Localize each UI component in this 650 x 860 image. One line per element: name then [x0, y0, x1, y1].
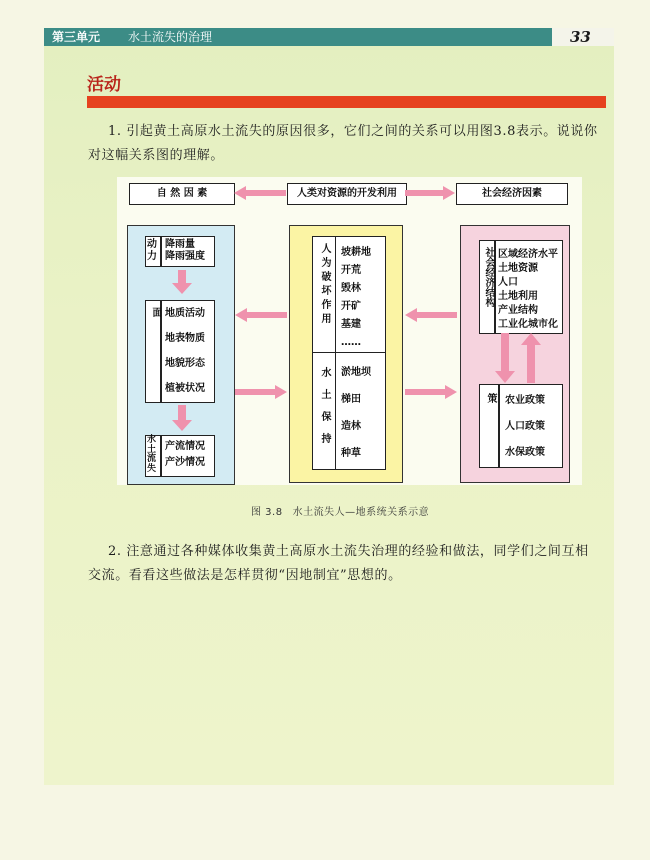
land-resources: 土地资源 [498, 263, 538, 274]
arrow-left-to-center-lower [235, 385, 287, 399]
arrow-center-to-right-lower [405, 385, 457, 399]
land-use: 土地利用 [498, 291, 538, 302]
human-damage-label: 人为破坏作用 [319, 243, 330, 327]
arrow-down-2 [172, 405, 192, 431]
geologic-activity: 地质活动 [165, 308, 205, 319]
urbanization: 工业化城市化 [498, 319, 558, 330]
grass-planting: 种草 [341, 448, 361, 459]
paragraph-1-line-1: 1. 引起黄土高原水土流失的原因很多，它们之间的关系可以用图3.8表示。说说你 [108, 124, 598, 139]
regional-economy: 区域经济水平 [498, 249, 558, 260]
section-title: 活动 [87, 75, 121, 95]
policy-label: 策 [485, 393, 496, 441]
socio-structure-label: 社会经济结构 [483, 247, 494, 307]
figure-caption-text: 水土流失人—地系统关系示意 [292, 507, 430, 518]
arrow-center-to-left-upper [235, 308, 287, 322]
agricultural-policy: 农业政策 [505, 395, 545, 406]
dynamic-label: 动力 [147, 239, 157, 262]
soil-erosion-label: 水土流失 [147, 435, 157, 474]
unit-label: 第三单元 [52, 30, 101, 44]
rainfall-amount: 降雨量 [165, 239, 195, 250]
soil-conservation-policy: 水保政策 [505, 447, 545, 458]
industrial-structure: 产业结构 [498, 305, 538, 316]
ground-label: 面 [150, 307, 161, 377]
soil-conservation-label: 水土保持 [319, 367, 330, 455]
mining: 开矿 [341, 301, 361, 312]
land-reclamation: 开荒 [341, 265, 361, 276]
human-divider-v [335, 236, 336, 470]
terraces: 梯田 [341, 394, 361, 405]
arrow-down-1 [172, 270, 192, 294]
figure-caption [251, 503, 429, 518]
human-development-header: 人类对资源的开发利用 [287, 183, 407, 205]
section-divider [87, 96, 606, 108]
paragraph-2-line-2: 交流。看看这些做法是怎样贯彻“因地制宜”思想的。 [88, 568, 402, 583]
construction: 基建 [341, 319, 361, 330]
paragraph-1-line-2: 对这幅关系图的理解。 [88, 148, 225, 163]
afforestation: 造林 [341, 421, 361, 432]
human-divider-h [312, 352, 386, 353]
socioeconomic-header: 社会经济因素 [456, 183, 568, 205]
natural-factors-header: 自 然 因 素 [129, 183, 235, 205]
unit-title: 水土流失的治理 [128, 30, 213, 44]
rainfall-intensity: 降雨强度 [165, 251, 205, 262]
surface-material: 地表物质 [165, 333, 205, 344]
runoff-situation: 产流情况 [165, 441, 205, 452]
ellipsis: …… [341, 337, 361, 348]
deforestation: 毁林 [341, 283, 361, 294]
landform: 地貌形态 [165, 358, 205, 369]
arrow-up-right [521, 333, 541, 383]
check-dam: 淤地坝 [341, 367, 371, 378]
population: 人口 [498, 277, 518, 288]
figure-number: 图 3.8 [251, 507, 283, 518]
population-policy: 人口政策 [505, 421, 545, 432]
figure-diagram [117, 177, 582, 485]
arrow-header-left [232, 185, 288, 201]
vegetation: 植被状况 [165, 383, 205, 394]
page-number: 33 [570, 28, 591, 46]
paragraph-2-line-1: 2. 注意通过各种媒体收集黄土高原水土流失治理的经验和做法，同学们之间互相 [108, 544, 589, 559]
arrow-header-right [405, 185, 457, 201]
sediment-situation: 产沙情况 [165, 457, 205, 468]
arrow-right-to-center-upper [405, 308, 457, 322]
slope-farmland: 坡耕地 [341, 247, 371, 258]
arrow-down-right [495, 333, 515, 383]
